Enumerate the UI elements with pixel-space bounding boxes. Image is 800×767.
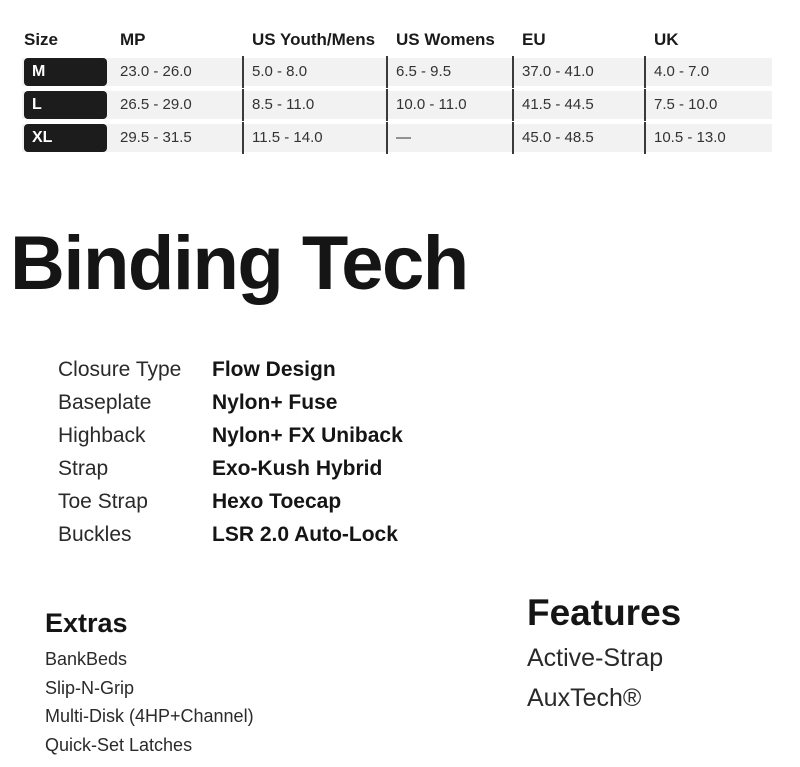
column-divider (386, 122, 388, 154)
column-divider (512, 122, 514, 154)
spec-value: Flow Design (212, 358, 336, 381)
cell-eu: 45.0 - 48.5 (522, 129, 594, 146)
page-title: Binding Tech (10, 221, 468, 306)
size-badge: M (24, 58, 107, 86)
header-size: Size (24, 30, 59, 49)
cell-eu: 37.0 - 41.0 (522, 63, 594, 80)
features-section (527, 592, 681, 718)
spec-row-buckles (58, 523, 478, 556)
spec-row-highback (58, 424, 478, 457)
column-divider (242, 56, 244, 88)
header-mp: MP (120, 30, 146, 49)
column-divider (512, 89, 514, 121)
spec-label: Toe Strap (58, 490, 148, 513)
cell-us-womens: 10.0 - 11.0 (396, 96, 467, 113)
header-us-womens: US Womens (396, 30, 495, 49)
extras-item: Quick-Set Latches (45, 734, 193, 755)
extras-item: BankBeds (45, 649, 128, 669)
cell-uk: 10.5 - 13.0 (654, 129, 726, 146)
size-row-m (22, 58, 772, 86)
column-divider (386, 56, 388, 88)
extras-item: Multi-Disk (4HP+Channel) (45, 706, 254, 726)
binding-specs-list (58, 358, 478, 556)
spec-value: LSR 2.0 Auto-Lock (212, 523, 398, 546)
cell-mp: 23.0 - 26.0 (120, 63, 192, 80)
spec-value: Nylon+ Fuse (212, 391, 338, 414)
spec-label: Baseplate (58, 391, 152, 414)
size-chart-table (22, 28, 772, 157)
cell-uk: 4.0 - 7.0 (654, 63, 710, 80)
cell-mp: 29.5 - 31.5 (120, 129, 192, 146)
spec-label: Buckles (58, 523, 132, 546)
spec-value: Exo-Kush Hybrid (212, 457, 383, 480)
spec-row-toe-strap (58, 490, 478, 523)
spec-row-baseplate (58, 391, 478, 424)
spec-row-closure-type (58, 358, 478, 391)
column-divider (512, 56, 514, 88)
size-row-xl (22, 124, 772, 152)
size-chart-header-row (22, 28, 772, 58)
spec-label: Highback (58, 424, 146, 447)
column-divider (386, 89, 388, 121)
column-divider (242, 122, 244, 154)
spec-label: Closure Type (58, 358, 182, 381)
size-row-l (22, 91, 772, 119)
column-divider (644, 122, 646, 154)
features-heading: Features (527, 592, 682, 633)
header-uk: UK (654, 30, 679, 49)
extras-section (45, 608, 254, 759)
column-divider (242, 89, 244, 121)
header-eu: EU (522, 30, 546, 49)
extras-item: Slip-N-Grip (45, 677, 135, 698)
spec-label: Strap (58, 457, 109, 480)
spec-row-strap (58, 457, 478, 490)
cell-us-womens: 6.5 - 9.5 (396, 63, 452, 80)
size-badge: XL (24, 124, 107, 152)
features-item: AuxTech® (527, 684, 642, 712)
cell-us-youth-mens: 11.5 - 14.0 (252, 129, 323, 146)
spec-value: Nylon+ FX Uniback (212, 424, 403, 447)
header-us-youth-mens: US Youth/Mens (252, 30, 376, 49)
column-divider (644, 56, 646, 88)
features-item: Active-Strap (527, 644, 664, 672)
spec-value: Hexo Toecap (212, 490, 342, 513)
cell-us-youth-mens: 8.5 - 11.0 (252, 96, 315, 113)
cell-uk: 7.5 - 10.0 (654, 96, 718, 113)
extras-heading: Extras (45, 608, 128, 638)
cell-mp: 26.5 - 29.0 (120, 96, 192, 113)
cell-us-womens: — (396, 129, 411, 146)
cell-us-youth-mens: 5.0 - 8.0 (252, 63, 308, 80)
column-divider (644, 89, 646, 121)
cell-eu: 41.5 - 44.5 (522, 96, 594, 113)
size-badge: L (24, 91, 107, 119)
